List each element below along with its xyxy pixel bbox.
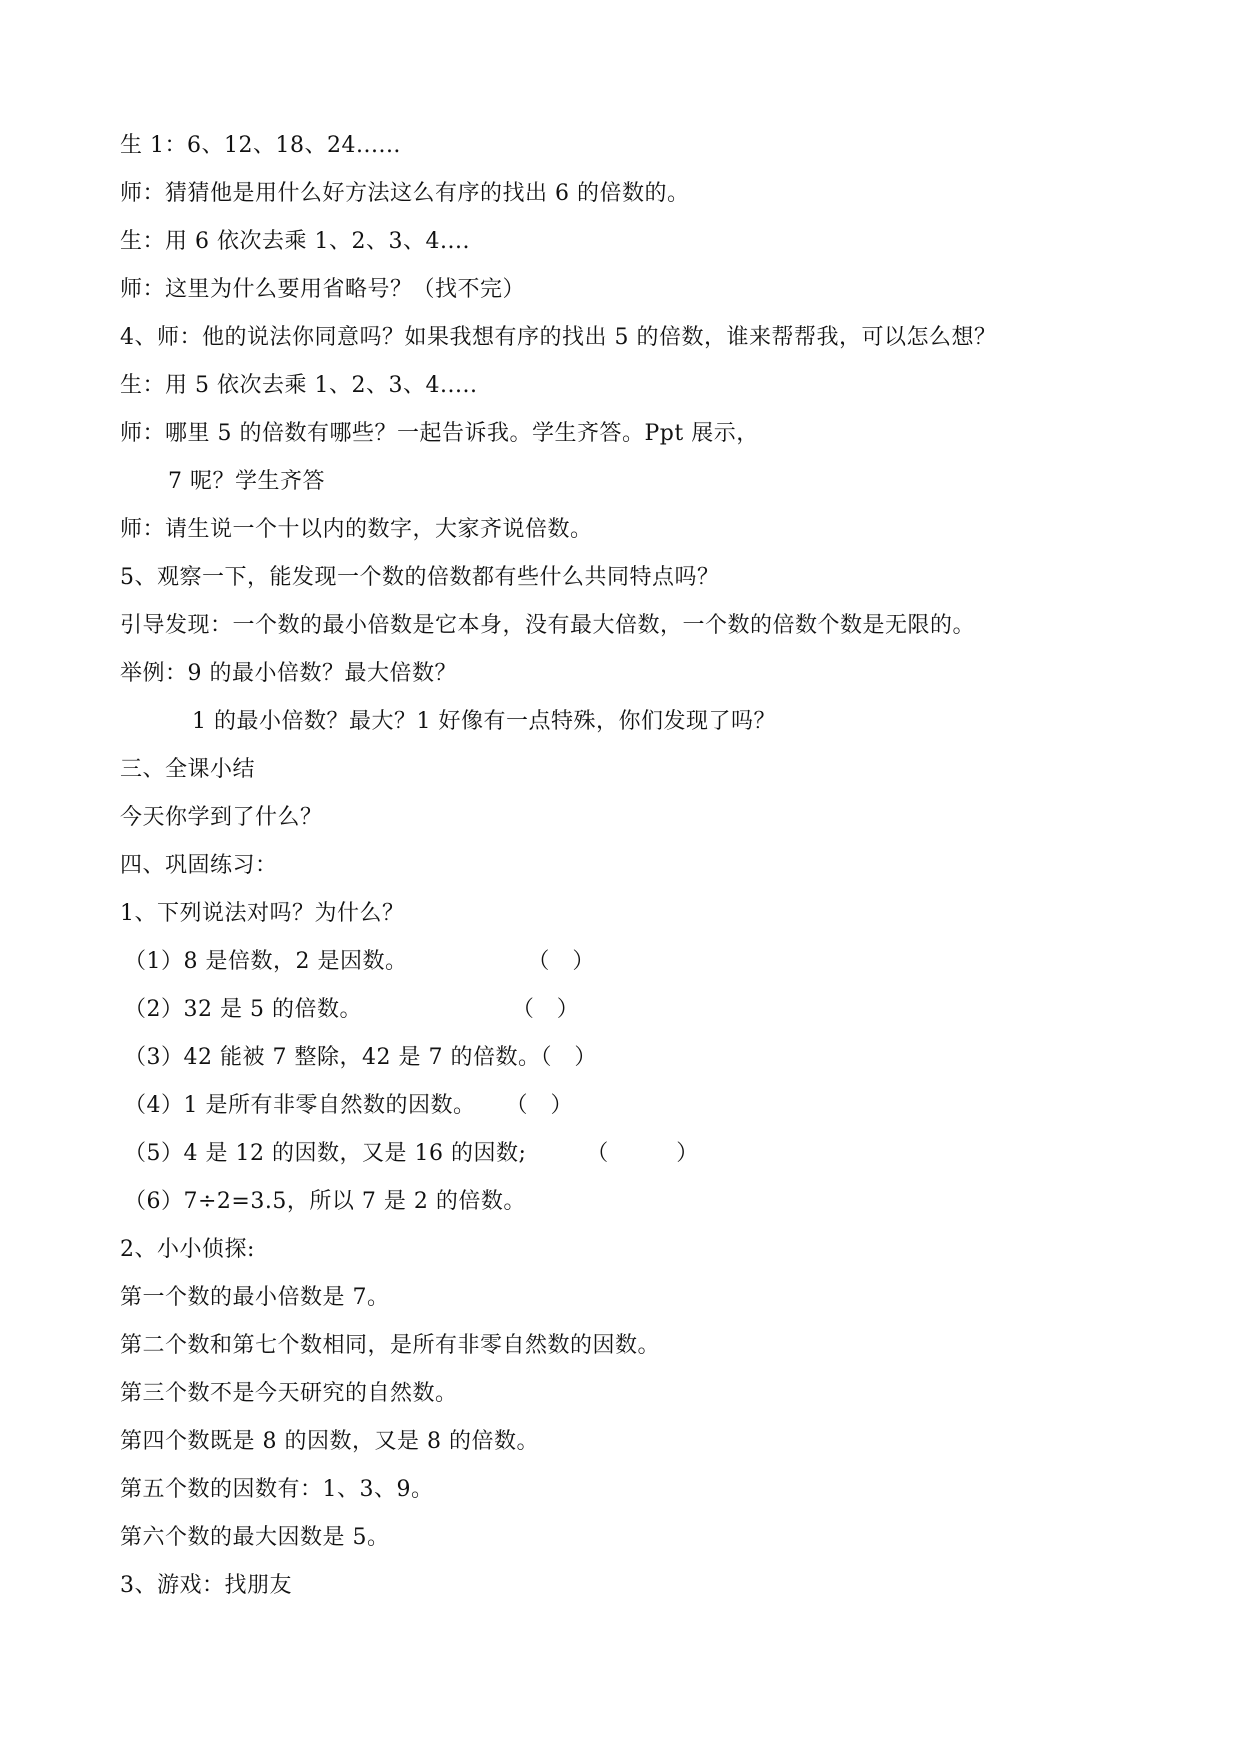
text-line: 3、游戏：找朋友 — [120, 1573, 292, 1598]
text-line: 生：用 6 依次去乘 1、2、3、4.... — [120, 229, 470, 254]
text-line: 1、下列说法对吗？为什么？ — [120, 901, 405, 926]
text-line: 师：请生说一个十以内的数字，大家齐说倍数。 — [120, 517, 593, 542]
section-heading: 三、全课小结 — [120, 757, 256, 782]
text-line: 7 呢？学生齐答 — [168, 469, 325, 494]
text-line: 师：哪里 5 的倍数有哪些？一起告诉我。学生齐答。Ppt 展示， — [120, 421, 759, 446]
text-line: 5、观察一下，能发现一个数的倍数都有些什么共同特点吗？ — [120, 565, 720, 590]
text-line: 引导发现：一个数的最小倍数是它本身，没有最大倍数，一个数的倍数个数是无限的。 — [120, 613, 976, 638]
exercise-item: （1）8 是倍数，2 是因数。 （ ） — [124, 949, 595, 974]
exercise-item: （5）4 是 12 的因数，又是 16 的因数; （ ） — [124, 1141, 699, 1166]
text-line: 今天你学到了什么？ — [120, 805, 323, 830]
text-line: 第五个数的因数有：1、3、9。 — [120, 1477, 434, 1502]
text-line: 师：这里为什么要用省略号？（找不完） — [120, 277, 526, 302]
text-line: 2、小小侦探: — [120, 1237, 255, 1262]
text-line: 师：猜猜他是用什么好方法这么有序的找出 6 的倍数的。 — [120, 181, 690, 206]
exercise-item: （4）1 是所有非零自然数的因数。 （ ） — [124, 1093, 573, 1118]
text-line: 生：用 5 依次去乘 1、2、3、4..... — [120, 373, 478, 398]
exercise-item: （2）32 是 5 的倍数。 （ ） — [124, 997, 580, 1022]
text-line: 1 的最小倍数？最大？1 好像有一点特殊，你们发现了吗？ — [192, 709, 776, 734]
exercise-item: （6）7÷2=3.5，所以 7 是 2 的倍数。 — [124, 1189, 526, 1214]
text-line: 4、师：他的说法你同意吗？如果我想有序的找出 5 的倍数，谁来帮帮我，可以怎么想？ — [120, 325, 997, 350]
text-line: 第二个数和第七个数相同，是所有非零自然数的因数。 — [120, 1333, 661, 1358]
text-line: 举例：9 的最小倍数？最大倍数？ — [120, 661, 457, 686]
text-line: 第四个数既是 8 的因数，又是 8 的倍数。 — [120, 1429, 539, 1454]
text-line: 生 1：6、12、18、24...... — [120, 133, 401, 158]
text-line: 第六个数的最大因数是 5。 — [120, 1525, 390, 1550]
text-line: 第三个数不是今天研究的自然数。 — [120, 1381, 458, 1406]
exercise-item: （3）42 能被 7 整除，42 是 7 的倍数。（ ） — [124, 1045, 597, 1070]
section-heading: 四、巩固练习： — [120, 853, 278, 878]
text-line: 第一个数的最小倍数是 7。 — [120, 1285, 390, 1310]
